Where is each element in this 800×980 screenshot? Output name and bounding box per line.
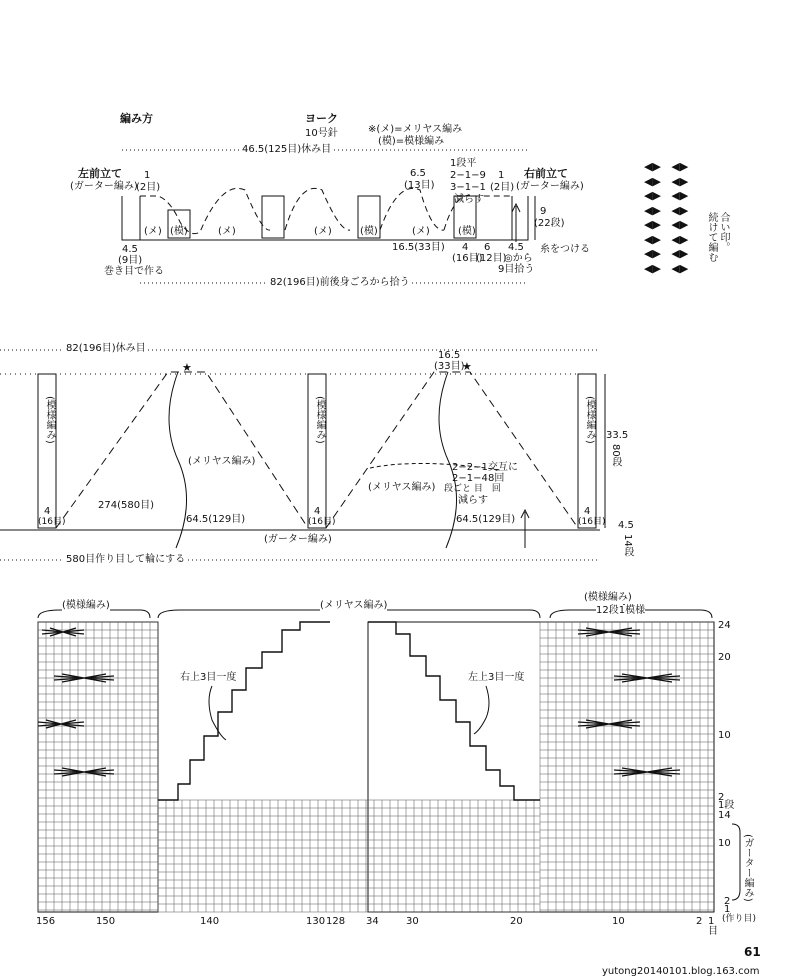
yoke-height-cm: 9 [540,206,547,217]
right-band-title: 右前立て [524,167,568,180]
base-rows: 14段 [622,534,633,557]
mark-meri-2: (メ) [218,226,236,237]
dec-line4: 減らす [454,194,484,205]
method-title: 編み方 [120,112,153,125]
mark-moyo-1: (模) [170,226,188,237]
row-label-g2: 2 [724,896,731,907]
peak-cm: 16.5 [438,350,461,361]
right-width-st: (2目) [490,182,515,193]
row-label-cast: (作り目) [722,914,757,924]
gap-cm-1: 4 [44,506,51,517]
col-label-me: 目 [708,926,718,937]
left-dec-label: 左上3目一度 [468,672,525,683]
chart-garter-bracket [732,824,740,900]
col-label-150: 150 [96,916,116,927]
w6-st: (12目) [476,253,507,264]
row-label-g1: 1 [724,904,731,915]
legend-meri: ※(メ)=メリヤス編み [368,124,463,135]
right-dec-label: 右上3目一度 [180,672,237,683]
col-label-10: 10 [612,916,625,927]
mark-moyo-3: (模) [458,226,476,237]
row-label-20: 20 [718,652,731,663]
left-band-title: 左前立て [78,167,122,180]
needle-size: 10号針 [305,128,338,139]
dec-a2: 2−1−4 [452,473,488,484]
star-right: ★ [462,360,472,373]
match-note-1: 合い印。 [718,212,729,252]
yoke-bottom-span: 82(196目)前後身ごろから拾う [270,277,410,288]
page-number: 61 [744,945,761,959]
dec-b1: 交互に [488,462,518,473]
row-label-10: 10 [718,730,731,741]
bottom-left-st: (9目) [118,255,143,266]
dec-line1: 1段平 [450,158,477,169]
right-band-sub: (ガーター編み) [516,181,584,192]
row-label-2: 2 [718,792,725,803]
chart-meri-top: (メリヤス編み) [320,600,388,611]
col-label-30: 30 [406,916,419,927]
yoke-arrow [512,204,520,242]
row-label-g10: 10 [718,838,731,849]
mark-meri-4: (メ) [412,226,430,237]
bottom-right-pick: 9目拾う [498,264,535,275]
dec-c: 段ごと 目 回 [444,484,501,494]
inc-span: 274(580目) [98,500,154,511]
gap-cm-2: 4 [314,506,321,517]
match-note-2: 続けて編む [706,212,717,262]
gap-st-2: (16目) [308,517,336,527]
yoke-top-span: 46.5(125目)休み目 [242,144,332,155]
gap-cm-3: 4 [584,506,591,517]
col-label-128: 128 [326,916,346,927]
chart-left-staircase [158,622,330,800]
dec-b2: 8回 [488,473,505,484]
body-arrow [521,510,529,548]
mark-meri-1: (メ) [144,226,162,237]
left-band-sub: (ガーター編み) [70,181,138,192]
left-width-cm: 1 [144,170,151,181]
thread-note: 糸をつける [540,244,590,255]
gap-st-1: (16目) [38,517,66,527]
col-label-130: 130 [306,916,326,927]
meri-center: (メリヤス編み) [188,456,256,467]
legend-moyo: (模)=模様編み [378,136,445,147]
chart-moyo-right: (模様編み) [584,592,632,603]
body-break-curve-left [169,372,187,548]
moyo-vert-right: (模様編み) [584,396,595,444]
mark-meri-3: (メ) [314,226,332,237]
yoke-title: ヨーク [305,112,338,125]
moyo-vert-center: (模様編み) [314,396,325,444]
bottom-right-from: ◎から [504,253,533,264]
meri-left: (メリヤス編み) [368,482,436,493]
col-label-140: 140 [200,916,220,927]
body-height-cm: 33.5 [606,430,629,441]
right-width-cm: 1 [498,170,505,181]
dec-d: 減らす [458,495,488,506]
garter-label: (ガーター編み) [264,534,332,545]
section-st: (13目) [404,180,435,191]
mark-moyo-2: (模) [360,226,378,237]
row-label-1dan: 1段 [718,800,735,811]
w6: 6 [484,242,491,253]
body-break-curve-right [439,372,457,548]
w4: 4 [462,242,469,253]
star-left: ★ [182,361,192,374]
col-label-20: 20 [510,916,523,927]
col-label-156: 156 [36,916,56,927]
bottom-left-cm: 4.5 [122,244,138,255]
row-label-14: 14 [718,810,731,821]
gap-st-3: (16目) [578,517,606,527]
width-left: 64.5(129目) [186,514,246,525]
dec-line2: 2−1−9 [450,170,486,181]
yoke-height-rows: (22段) [534,218,565,229]
dec-a1: 2−2−1 [452,462,488,473]
col-label-1: 1 [708,916,715,927]
chart-outlines [38,622,714,912]
chart-grid-lines [38,622,714,912]
body-top-span: 82(196目)休み目 [66,343,146,354]
chart-repeat: 12段1模様 [596,605,646,616]
width-right: 64.5(129目) [456,514,516,525]
col-label-34: 34 [366,916,379,927]
chart-moyo-left: (模様編み) [62,600,110,611]
dec-line3: 3−1−1 [450,182,486,193]
moyo-vert-left: (模様編み) [44,396,55,444]
peak-st: (33目) [434,361,465,372]
col-label-2: 2 [696,916,703,927]
watermark: yutong20140101.blog.163.com [602,966,760,977]
bottom-right-cm: 4.5 [508,242,524,253]
left-width-st: (2目) [136,182,161,193]
base-cm: 4.5 [618,520,634,531]
chart-leader-left-dec [474,686,489,734]
chart-right-staircase [368,622,540,800]
w4-st: (16目) [452,253,483,264]
body-height-rows: 80段 [610,444,621,467]
section-cm: 6.5 [410,168,426,179]
match-symbol-key: ◀▶ ◀▶ ◀▶ ◀▶ ◀▶ ◀▶ ◀▶ ◀▶ ◀▶ ◀▶ ◀▶ ◀▶ ◀▶ ◀▶ ◀▶ ◀▶ [644,160,689,275]
cast-on-loop: 580目作り目して輪にする [66,554,186,565]
cast-on-note: 巻き目で作る [104,266,164,277]
row-label-24: 24 [718,620,731,631]
garter-vert: (ガーター編み) [742,834,753,902]
mid-width: 16.5(33目) [392,242,445,253]
